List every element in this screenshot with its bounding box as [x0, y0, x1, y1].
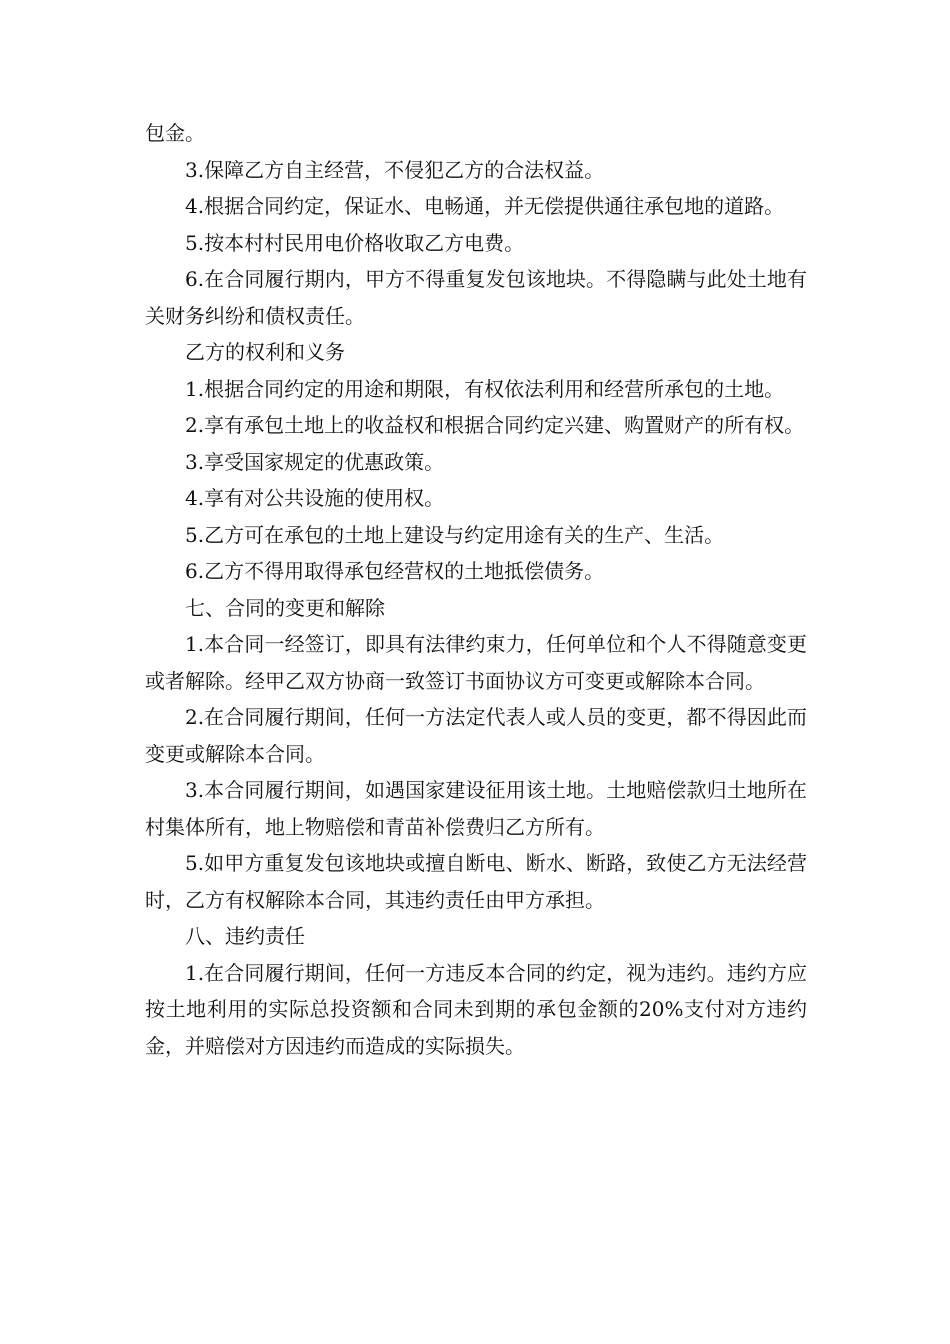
paragraph-7: 2.享有承包土地上的收益权和根据合同约定兴建、购置财产的所有权。: [185, 413, 805, 437]
paragraph-18: 1.在合同履行期间，任何一方违反本合同的约定，视为违约。违约方应按土地利用的实际总投资额和合同未到期的承包金额的20%支付对方违约金，并赔偿对方因违约而造成的实际损失。: [145, 960, 807, 1058]
paragraph-1: 3.保障乙方自主经营，不侵犯乙方的合法权益。: [185, 157, 605, 182]
paragraph-6: 1.根据合同约定的用途和期限，有权依法利用和经营所承包的土地。: [185, 376, 785, 401]
section-heading-party-b-rights: 乙方的权利和义务: [185, 340, 345, 364]
paragraph-15: 3.本合同履行期间，如遇国家建设征用该土地。土地赔偿款归土地所在村集体所有，地上物赔偿和青苗补偿费归乙方所有。: [145, 778, 807, 839]
paragraph-9: 4.享有对公共设施的使用权。: [185, 486, 445, 510]
paragraph-13: 1.本合同一经签订，即具有法律约束力，任何单位和个人不得随意变更或者解除。经甲乙双方协商一致签订书面协议方可变更或解除本合同。: [145, 632, 807, 693]
section-heading-breach-liability: 八、违约责任: [185, 924, 305, 948]
document-page: [145, 115, 807, 1064]
paragraph-8: 3.享受国家规定的优惠政策。: [185, 449, 445, 474]
paragraph-2: 4.根据合同约定，保证水、电畅通，并无偿提供通往承包地的道路。: [185, 194, 785, 218]
paragraph-11: 6.乙方不得用取得承包经营权的土地抵偿债务。: [185, 559, 605, 583]
section-heading-contract-change: 七、合同的变更和解除: [185, 595, 385, 620]
paragraph-10: 5.乙方可在承包的土地上建设与约定用途有关的生产、生活。: [185, 522, 725, 547]
paragraph-14: 2.在合同履行期间，任何一方法定代表人或人员的变更，都不得因此而变更或解除本合同。: [145, 705, 807, 766]
paragraph-3: 5.按本村村民用电价格收取乙方电费。: [185, 230, 525, 255]
paragraph-16: 5.如甲方重复发包该地块或擅自断电、断水、断路，致使乙方无法经营时，乙方有权解除本合同，其违约责任由甲方承担。: [145, 851, 807, 912]
paragraph-0: 包金。: [145, 121, 205, 145]
paragraph-4: 6.在合同履行期内，甲方不得重复发包该地块。不得隐瞒与此处土地有关财务纠纷和债权责任。: [145, 267, 807, 328]
